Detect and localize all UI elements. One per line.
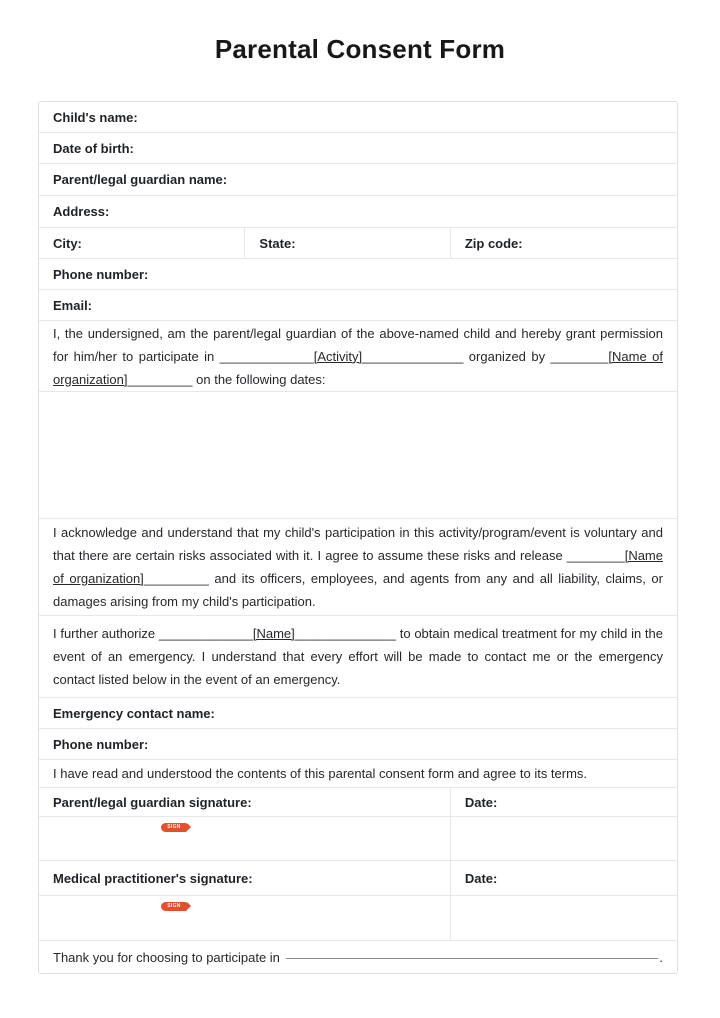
organization-placeholder[interactable]: [Name of organization] [53,548,663,586]
date-label: Date: [464,794,498,810]
parent-guardian-name-row [39,163,677,195]
participate-in-blank[interactable] [286,958,658,959]
emergency-contact-name-label: Emergency contact name: [53,705,215,721]
date-of-birth-field[interactable] [134,133,663,163]
parent-guardian-name-field[interactable] [227,164,663,195]
state-cell [244,228,449,258]
dates-entry-area[interactable] [39,391,677,518]
phone-number-label: Phone number: [53,266,149,282]
thank-you-line [53,950,663,965]
medical-date-entry-area[interactable] [450,896,677,940]
address-field[interactable] [109,196,663,227]
city-label: City: [53,235,82,251]
zip-code-field[interactable] [523,228,663,258]
emergency-contact-name-field[interactable] [215,698,663,728]
agreement-statement-row [39,759,677,787]
thank-you-text: Thank you for choosing to participate in [53,949,280,965]
parent-signature-area[interactable] [39,817,450,860]
date-of-birth-label: Date of birth: [53,140,134,156]
parent-guardian-signature-label: Parent/legal guardian signature: [53,794,252,810]
childs-name-label: Child's name: [53,109,138,125]
authorize-text: I further authorize [53,626,159,641]
activity-placeholder[interactable]: [Activity] [313,348,363,364]
parent-signature-date-cell [450,788,677,816]
consent-paragraph [53,322,663,391]
emergency-phone-number-row [39,728,677,759]
city-state-zip-row [39,227,677,258]
email-label: Email: [53,297,93,313]
email-row [39,289,677,320]
parent-signature-date-field[interactable] [497,788,663,816]
consent-paragraph-row [39,320,677,391]
address-row [39,195,677,227]
medical-signature-date-field[interactable] [497,861,663,895]
acknowledge-text: I acknowledge and understand that my child's participation in this activity/program/event is voluntary and that there are certain risks associated with it. I agree to assume these risks and release [53,525,663,563]
organization-blank-left[interactable]: ________ [566,548,625,563]
state-field[interactable] [296,228,436,258]
city-cell [39,228,244,258]
name-placeholder[interactable]: [Name] [252,626,295,641]
parent-guardian-name-label: Parent/legal guardian name: [53,172,228,187]
name-blank-left[interactable]: _____________ [158,626,253,641]
organization-blank-right[interactable]: _________ [143,571,209,586]
zip-code-cell [450,228,677,258]
medical-practitioner-signature-label: Medical practitioner's signature: [53,870,253,886]
sign-here-badge[interactable] [161,902,187,911]
consent-text: I, the undersigned, am the parent/legal guardian of the above-named child and hereby grant permission for him/her to participate in [53,325,663,364]
phone-number-field[interactable] [148,259,663,289]
sign-badge-label: SIGN [167,824,181,830]
zip-code-label: Zip code: [464,235,523,251]
emergency-phone-number-label: Phone number: [53,736,149,752]
parent-signature-area-row [39,816,677,860]
authorize-paragraph-row [39,615,677,697]
parent-signature-label-cell [39,788,450,816]
medical-signature-date-cell [450,861,677,895]
sign-here-badge[interactable] [161,823,187,832]
emergency-contact-name-row [39,697,677,728]
thank-you-row [39,940,677,973]
sign-badge-label: SIGN [167,903,181,909]
medical-signature-label-row [39,860,677,895]
date-label: Date: [464,870,498,886]
childs-name-field[interactable] [138,102,663,132]
city-field[interactable] [82,228,231,258]
page-title: Parental Consent Form [214,34,506,64]
consent-text: on the following dates: [192,371,326,387]
medical-signature-area-row [39,895,677,940]
email-field[interactable] [92,290,663,320]
thank-you-period: . [659,949,663,965]
acknowledge-text: and its officers, employees, and agents from any and all liability, claims, or damages arising from my child's participation. [53,571,663,609]
parent-signature-label-row [39,787,677,816]
phone-number-row [39,258,677,289]
consent-text: organized by [463,348,551,364]
address-label: Address: [53,204,110,219]
childs-name-row [39,102,677,132]
authorize-text: to obtain medical treatment for my child in the event of an emergency. I understand that every effort will be made to contact me or the emergency contact listed below in the event of an emergency. [53,626,664,687]
authorize-paragraph [53,622,663,691]
acknowledge-paragraph [53,521,663,613]
name-blank-right[interactable]: ______________ [294,626,397,641]
acknowledge-paragraph-row [39,518,677,615]
date-of-birth-row [39,132,677,163]
agreement-statement: I have read and understood the contents of this parental consent form and agree to its terms. [53,766,588,781]
consent-form-table [38,101,678,974]
organization-blank-right[interactable]: _________ [127,371,193,387]
emergency-phone-number-field[interactable] [148,729,663,759]
activity-blank-right[interactable]: ______________ [362,348,464,364]
organization-placeholder[interactable]: [Name of organization] [53,348,663,387]
state-label: State: [259,235,296,251]
activity-blank-left[interactable]: _____________ [219,348,314,364]
medical-signature-area[interactable] [39,896,450,940]
organization-blank-left[interactable]: ________ [550,348,609,364]
medical-signature-label-cell [39,861,450,895]
parent-date-entry-area[interactable] [450,817,677,860]
